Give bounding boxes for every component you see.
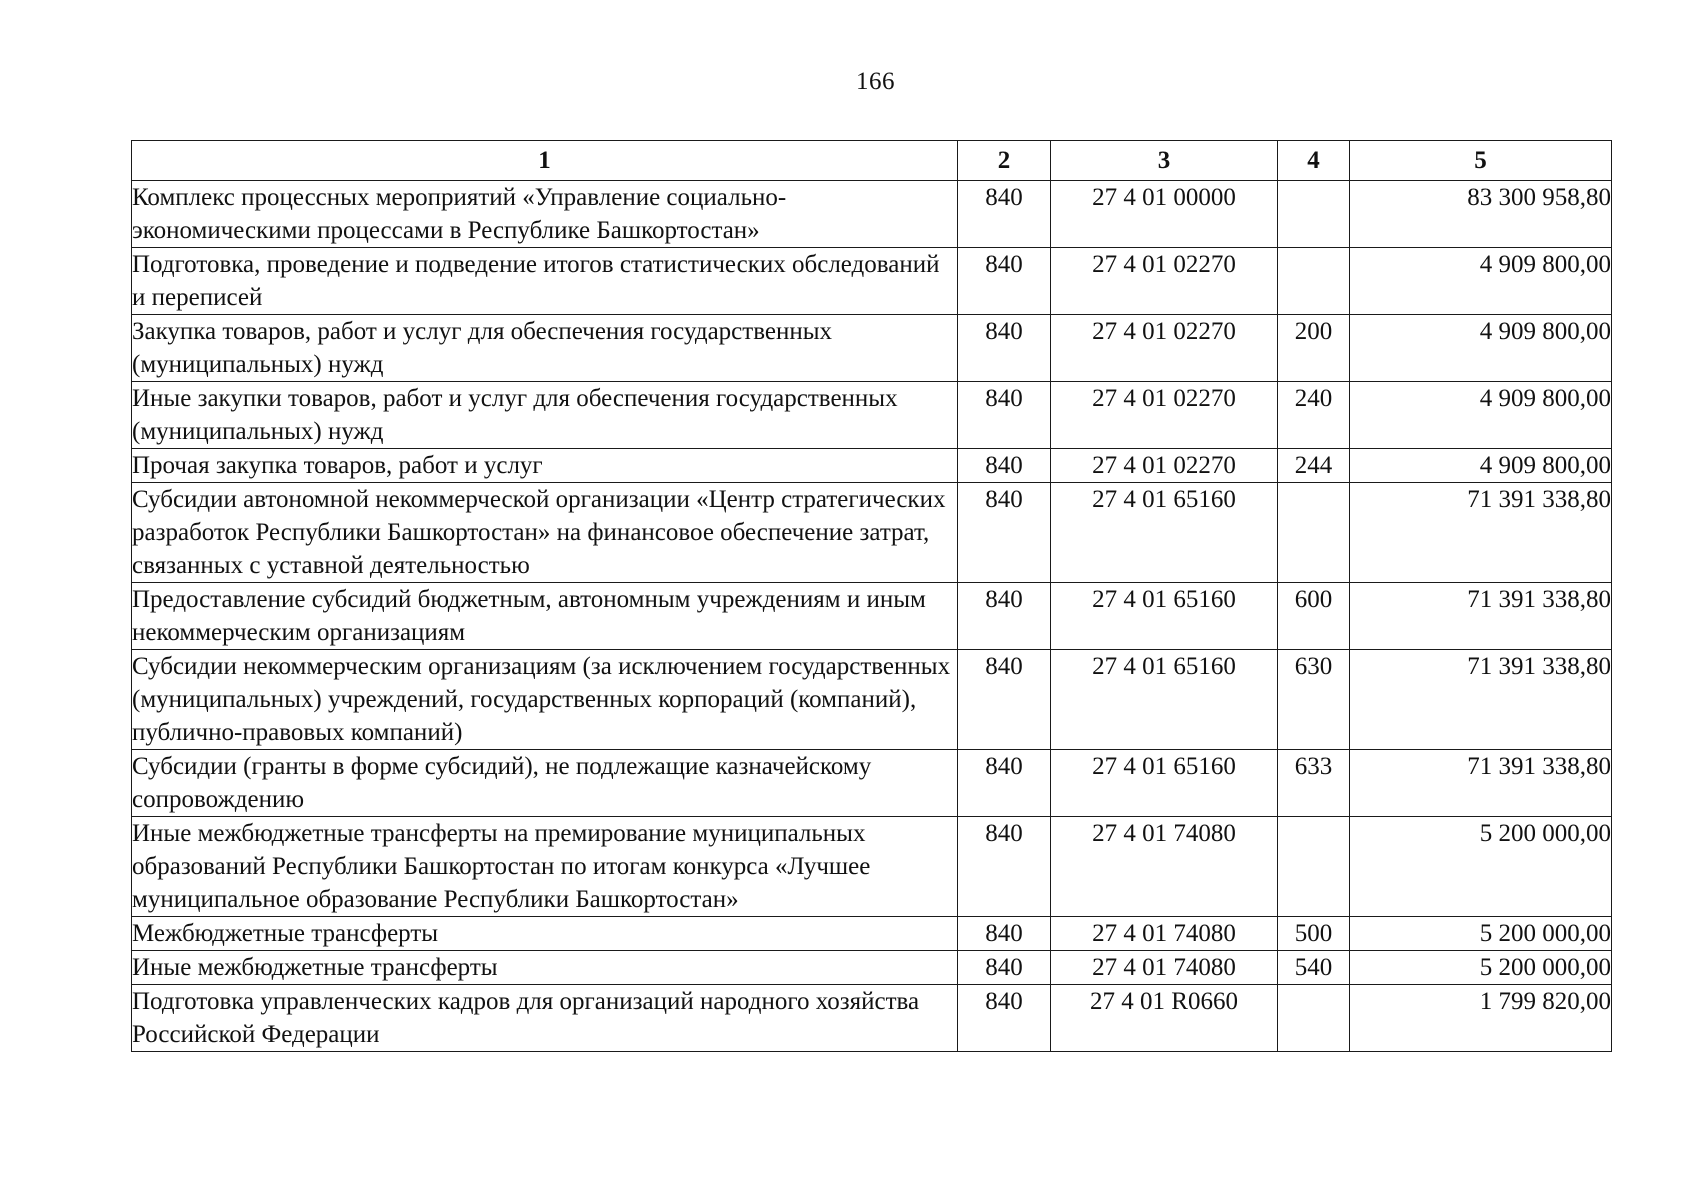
row-target-article: 27 4 01 74080 [1051,817,1278,917]
row-expense-type: 600 [1278,583,1350,650]
row-expense-type [1278,817,1350,917]
table-row [132,315,1612,382]
row-name: Подготовка, проведение и подведение итогов статистических обследований и переписей [132,248,958,315]
row-target-article: 27 4 01 65160 [1051,650,1278,750]
row-expense-type: 630 [1278,650,1350,750]
table-row [132,449,1612,483]
row-name: Субсидии (гранты в форме субсидий), не подлежащие казначейскому сопровождению [132,750,958,817]
row-department-code: 840 [958,985,1051,1052]
table-row [132,248,1612,315]
row-expense-type [1278,985,1350,1052]
row-department-code: 840 [958,315,1051,382]
row-target-article: 27 4 01 74080 [1051,951,1278,985]
row-target-article: 27 4 01 65160 [1051,750,1278,817]
row-department-code: 840 [958,650,1051,750]
row-amount: 4 909 800,00 [1350,382,1612,449]
row-department-code: 840 [958,583,1051,650]
row-amount: 71 391 338,80 [1350,583,1612,650]
table-row [132,181,1612,248]
row-department-code: 840 [958,181,1051,248]
row-target-article: 27 4 01 65160 [1051,583,1278,650]
row-amount: 5 200 000,00 [1350,951,1612,985]
row-amount: 1 799 820,00 [1350,985,1612,1052]
row-name: Предоставление субсидий бюджетным, автономным учреждениям и иным некоммерческим организациям [132,583,958,650]
row-name: Межбюджетные трансферты [132,917,958,951]
row-expense-type: 633 [1278,750,1350,817]
row-department-code: 840 [958,449,1051,483]
table-row [132,750,1612,817]
row-expense-type: 500 [1278,917,1350,951]
row-department-code: 840 [958,750,1051,817]
table-row [132,917,1612,951]
column-header-5: 5 [1350,141,1612,181]
row-expense-type: 244 [1278,449,1350,483]
column-header-1: 1 [132,141,958,181]
table-row [132,817,1612,917]
row-amount: 4 909 800,00 [1350,449,1612,483]
table-row [132,483,1612,583]
row-expense-type: 240 [1278,382,1350,449]
row-amount: 4 909 800,00 [1350,248,1612,315]
row-name: Иные межбюджетные трансферты [132,951,958,985]
row-amount: 71 391 338,80 [1350,483,1612,583]
row-expense-type: 200 [1278,315,1350,382]
row-name: Прочая закупка товаров, работ и услуг [132,449,958,483]
row-department-code: 840 [958,248,1051,315]
table-row [132,985,1612,1052]
row-expense-type: 540 [1278,951,1350,985]
row-name: Комплекс процессных мероприятий «Управление социально-экономическими процессами в Республике Башкортостан» [132,181,958,248]
row-name: Субсидии некоммерческим организациям (за исключением государственных (муниципальных) учреждений, государственных корпораций (компаний), публично-правовых компаний) [132,650,958,750]
row-target-article: 27 4 01 00000 [1051,181,1278,248]
row-department-code: 840 [958,917,1051,951]
row-amount: 83 300 958,80 [1350,181,1612,248]
row-target-article: 27 4 01 R0660 [1051,985,1278,1052]
row-name: Иные закупки товаров, работ и услуг для обеспечения государственных (муниципальных) нужд [132,382,958,449]
page-number: 166 [856,68,895,95]
row-name: Закупка товаров, работ и услуг для обеспечения государственных (муниципальных) нужд [132,315,958,382]
row-amount: 5 200 000,00 [1350,917,1612,951]
table-row [132,951,1612,985]
row-department-code: 840 [958,817,1051,917]
column-header-2: 2 [958,141,1051,181]
row-amount: 71 391 338,80 [1350,750,1612,817]
table-row [132,382,1612,449]
row-department-code: 840 [958,483,1051,583]
row-department-code: 840 [958,951,1051,985]
row-target-article: 27 4 01 02270 [1051,315,1278,382]
row-target-article: 27 4 01 74080 [1051,917,1278,951]
table-row [132,650,1612,750]
row-amount: 5 200 000,00 [1350,817,1612,917]
row-name: Субсидии автономной некоммерческой организации «Центр стратегических разработок Республики Башкортостан» на финансовое обеспечение затрат, связанных с уставной деятельностью [132,483,958,583]
column-header-4: 4 [1278,141,1350,181]
column-header-3: 3 [1051,141,1278,181]
row-expense-type [1278,248,1350,315]
row-expense-type [1278,181,1350,248]
row-target-article: 27 4 01 02270 [1051,382,1278,449]
row-amount: 4 909 800,00 [1350,315,1612,382]
header-row [132,141,1612,181]
table-row [132,583,1612,650]
budget-table [131,140,1612,1052]
row-target-article: 27 4 01 02270 [1051,248,1278,315]
row-target-article: 27 4 01 65160 [1051,483,1278,583]
row-department-code: 840 [958,382,1051,449]
row-amount: 71 391 338,80 [1350,650,1612,750]
row-expense-type [1278,483,1350,583]
row-target-article: 27 4 01 02270 [1051,449,1278,483]
row-name: Подготовка управленческих кадров для организаций народного хозяйства Российской Федерации [132,985,958,1052]
row-name: Иные межбюджетные трансферты на премирование муниципальных образований Республики Башкортостан по итогам конкурса «Лучшее муниципальное образование Республики Башкортостан» [132,817,958,917]
